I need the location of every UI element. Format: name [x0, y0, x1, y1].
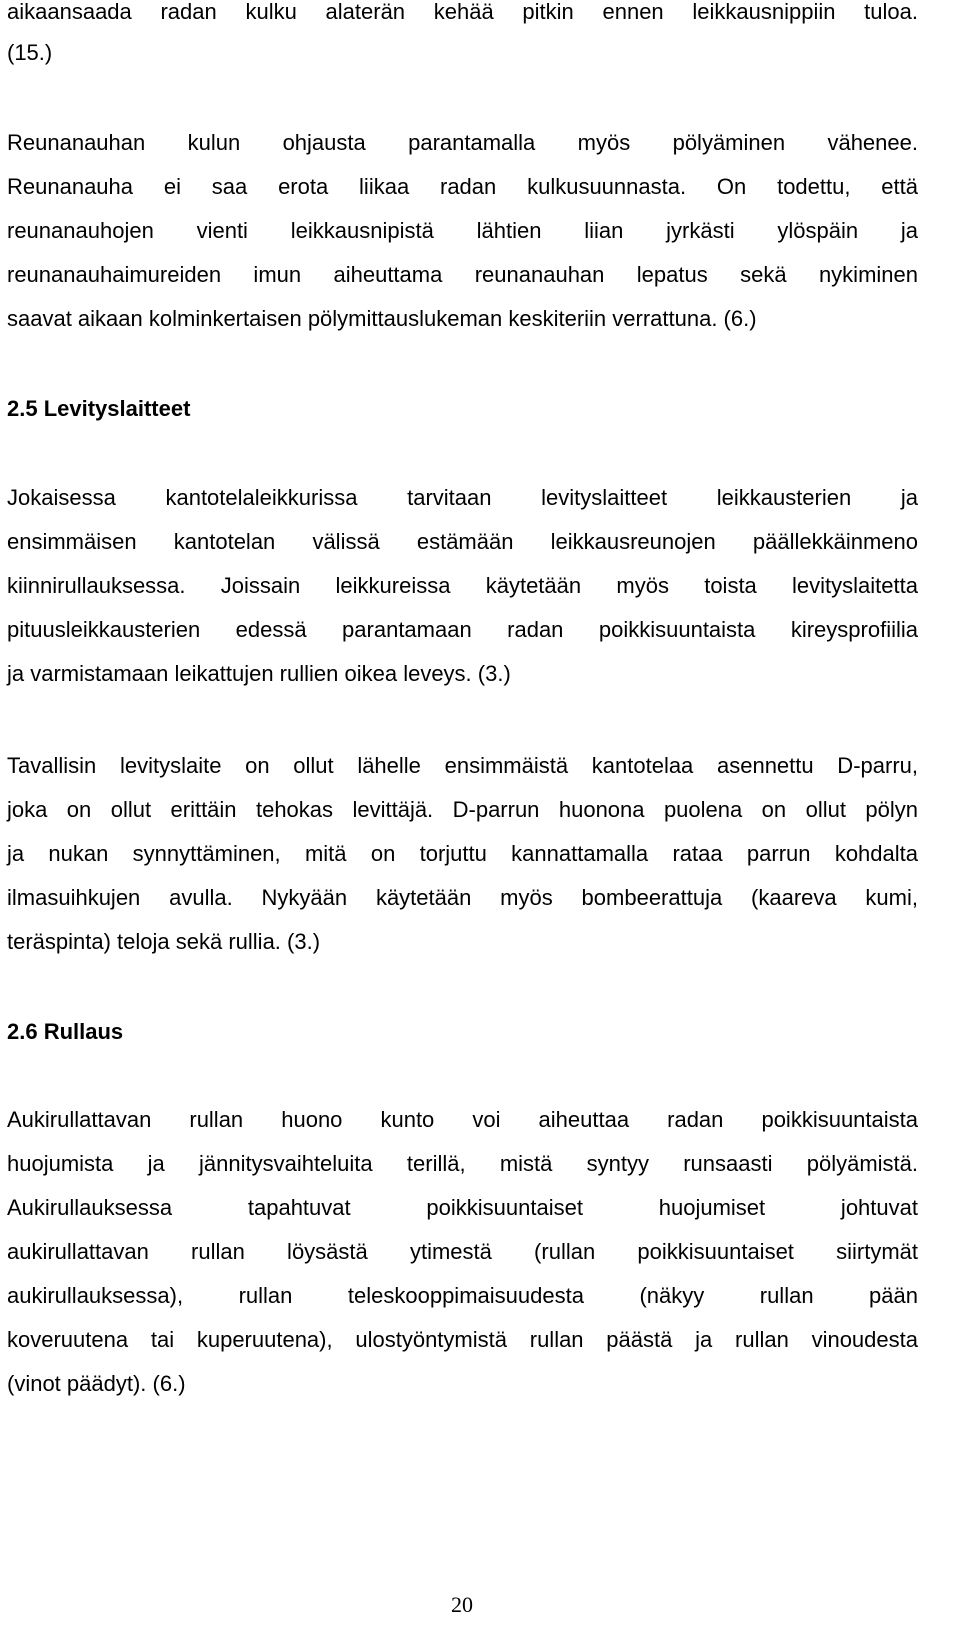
text-line: joka on ollut erittäin tehokas levittäjä. D-parrun huonona puolena on ollut pölyn	[7, 797, 918, 822]
text-line: pituusleikkausterien edessä parantamaan radan poikkisuuntaista kireysprofiilia	[7, 617, 918, 642]
text-line: aikaansaada radan kulku alaterän kehää pitkin ennen leikkausnippiin tuloa.	[7, 0, 918, 24]
text-line: Jokaisessa kantotelaleikkurissa tarvitaan levityslaitteet leikkausterien ja	[7, 485, 918, 510]
text-line: ja nukan synnyttäminen, mitä on torjuttu kannattamalla rataa parrun kohdalta	[7, 841, 918, 866]
text-line: Aukirullattavan rullan huono kunto voi aiheuttaa radan poikkisuuntaista	[7, 1107, 918, 1132]
text-line: koveruutena tai kuperuutena), ulostyöntymistä rullan päästä ja rullan vinoudesta	[7, 1327, 918, 1352]
text-line: aukirullattavan rullan löysästä ytimestä (rullan poikkisuuntaiset siirtymät	[7, 1239, 918, 1264]
text-line: reunanauhaimureiden imun aiheuttama reunanauhan lepatus sekä nykiminen	[7, 262, 918, 287]
text-line: reunanauhojen vienti leikkausnipistä lähtien liian jyrkästi ylöspäin ja	[7, 218, 918, 243]
text-line: (15.)	[7, 40, 53, 65]
text-line: ja varmistamaan leikattujen rullien oikea leveys. (3.)	[7, 661, 511, 686]
text-line: aukirullauksessa), rullan teleskooppimaisuudesta (näkyy rullan pään	[7, 1283, 918, 1308]
text-line: ilmasuihkujen avulla. Nykyään käytetään myös bombeerattuja (kaareva kumi,	[7, 885, 918, 910]
page-number: 20	[451, 1592, 473, 1617]
text-line: teräspinta) teloja sekä rullia. (3.)	[7, 929, 321, 954]
text-line: saavat aikaan kolminkertaisen pölymittauslukeman keskiteriin verrattuna. (6.)	[7, 306, 757, 331]
text-line: Tavallisin levityslaite on ollut lähelle ensimmäistä kantotelaa asennettu D-parru,	[7, 753, 918, 778]
text-line: Reunanauha ei saa erota liikaa radan kulkusuunnasta. On todettu, että	[7, 174, 918, 199]
text-line: huojumista ja jännitysvaihteluita terillä, mistä syntyy runsaasti pölyämistä.	[7, 1151, 918, 1176]
text-line: Reunanauhan kulun ohjausta parantamalla myös pölyäminen vähenee.	[7, 130, 918, 155]
text-line: Aukirullauksessa tapahtuvat poikkisuuntaiset huojumiset johtuvat	[7, 1195, 918, 1220]
text-line: (vinot päädyt). (6.)	[7, 1371, 186, 1396]
text-line: kiinnirullauksessa. Joissain leikkureissa käytetään myös toista levityslaitetta	[7, 573, 918, 598]
section-heading-2-5: 2.5 Levityslaitteet	[7, 396, 191, 421]
section-heading-2-6: 2.6 Rullaus	[7, 1019, 124, 1044]
text-line: ensimmäisen kantotelan välissä estämään leikkausreunojen päällekkäinmeno	[7, 529, 918, 554]
